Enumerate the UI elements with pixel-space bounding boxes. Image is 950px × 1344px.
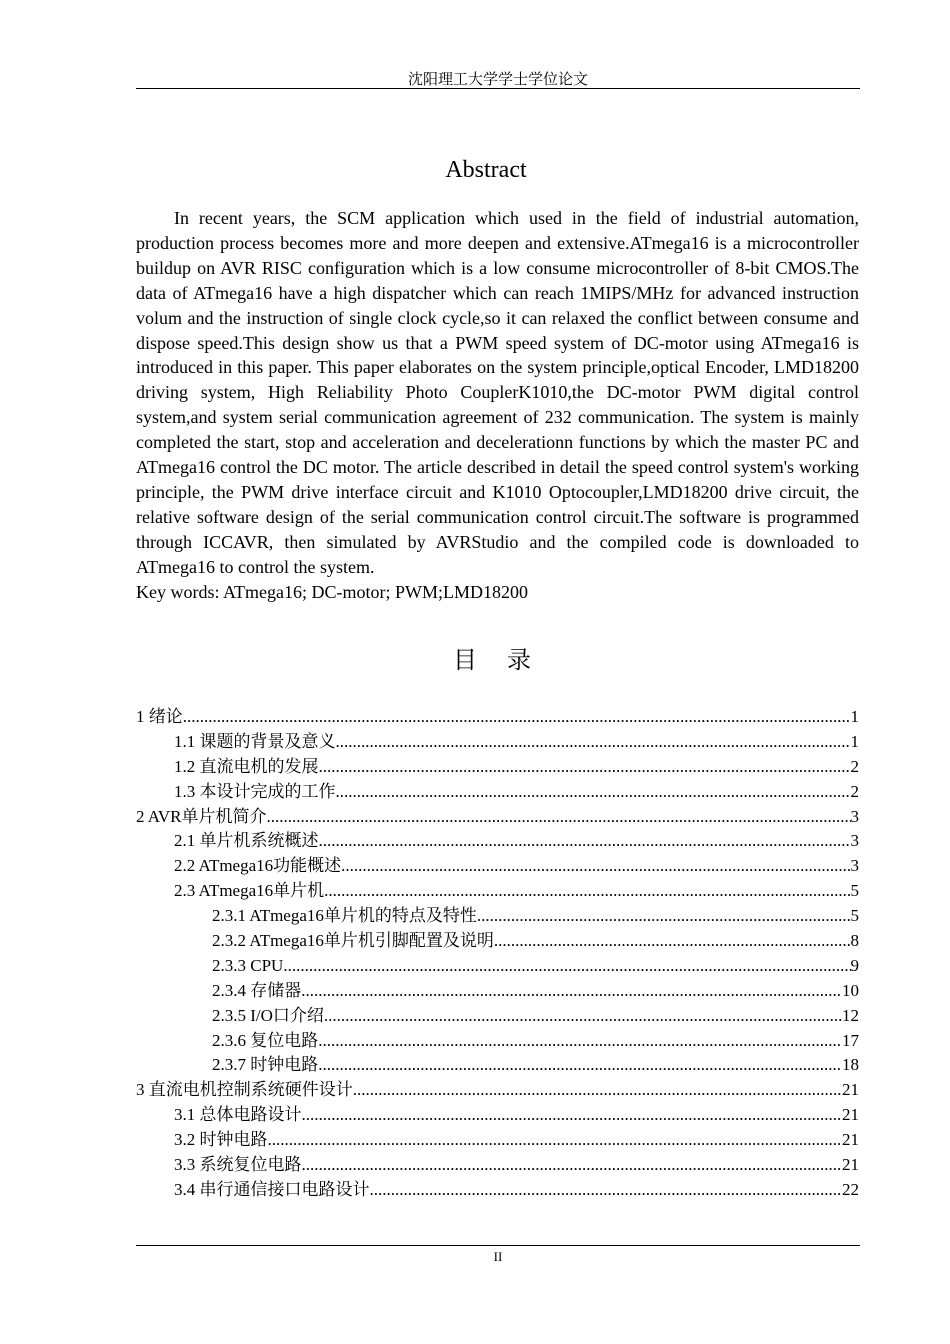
toc-entry-label: 1 绪论: [136, 707, 183, 726]
toc-entry-page: 1: [850, 731, 859, 751]
toc-dot-leader: [336, 780, 851, 805]
toc-dot-leader: [318, 1029, 842, 1054]
toc-dot-leader: [319, 829, 851, 854]
toc-dot-leader: [318, 1053, 842, 1078]
toc-dot-leader: [268, 1128, 843, 1153]
toc-entry[interactable]: [136, 1128, 859, 1153]
toc-entry-page: 12: [842, 1005, 859, 1025]
toc-entry[interactable]: [136, 705, 859, 730]
toc-dot-leader: [341, 854, 850, 879]
toc-entry[interactable]: [136, 829, 859, 854]
toc-entry[interactable]: [136, 904, 859, 929]
toc-dot-leader: [324, 879, 850, 904]
toc-entry-page: 9: [850, 955, 859, 975]
page-number: II: [493, 1249, 503, 1264]
toc-entry[interactable]: [136, 1178, 859, 1203]
toc-dot-leader: [353, 1078, 842, 1103]
toc-entry-label: 2.3.5 I/O口介绍: [212, 1005, 324, 1025]
toc-entry-page: 3: [850, 856, 859, 876]
toc-entry-label: 1.2 直流电机的发展: [174, 756, 319, 776]
toc-entry-page: 5: [850, 906, 859, 926]
toc-entry-label: 2 AVR单片机简介: [136, 806, 267, 826]
toc-entry-label: 3 直流电机控制系统硬件设计: [136, 1080, 353, 1100]
footer-rule: [136, 1245, 860, 1246]
toc-title: 目 录: [453, 648, 543, 674]
toc-entry-page: 22: [842, 1179, 859, 1199]
toc-entry-page: 21: [842, 1155, 859, 1175]
toc-entry-page: 3: [850, 806, 859, 826]
toc-entry[interactable]: [136, 1004, 859, 1029]
toc-entry[interactable]: [136, 954, 859, 979]
header-rule: [136, 88, 860, 89]
toc-entry-label: 2.3.4 存储器: [212, 980, 302, 1000]
toc-dot-leader: [324, 1004, 842, 1029]
keywords: Key words: ATmega16; DC-motor; PWM;LMD18200: [136, 581, 528, 602]
toc-entry-label: 3.3 系统复位电路: [174, 1155, 302, 1175]
abstract-section: [136, 206, 859, 605]
toc-entry-label: 2.3.6 复位电路: [212, 1030, 319, 1050]
toc-entry-page: 2: [850, 756, 859, 776]
toc-entry-label: 3.4 串行通信接口电路设计: [174, 1179, 370, 1199]
table-of-contents: [136, 705, 859, 1203]
toc-dot-leader: [494, 929, 851, 954]
toc-entry-page: 5: [850, 881, 859, 901]
toc-entry-label: 2.3.7 时钟电路: [212, 1055, 319, 1075]
toc-entry-label: 2.3.1 ATmega16单片机的特点及特性: [212, 906, 477, 926]
toc-dot-leader: [336, 730, 851, 755]
toc-entry[interactable]: [136, 1153, 859, 1178]
toc-entry-page: 1: [850, 707, 859, 726]
toc-entry-page: 21: [842, 1130, 859, 1150]
toc-entry[interactable]: [136, 879, 859, 904]
toc-entry[interactable]: [136, 780, 859, 805]
toc-entry[interactable]: [136, 979, 859, 1004]
toc-dot-leader: [477, 904, 851, 929]
toc-entry-page: 8: [850, 931, 859, 951]
toc-entry-label: 2.3.2 ATmega16单片机引脚配置及说明: [212, 931, 494, 951]
toc-entry[interactable]: [136, 805, 859, 830]
toc-entry-page: 3: [850, 831, 859, 851]
toc-entry[interactable]: [136, 854, 859, 879]
toc-entry-label: 2.3 ATmega16单片机: [174, 881, 325, 901]
toc-dot-leader: [283, 954, 850, 979]
toc-dot-leader: [302, 1153, 843, 1178]
toc-entry[interactable]: [136, 929, 859, 954]
toc-entry-page: 21: [842, 1080, 859, 1100]
toc-entry[interactable]: [136, 1103, 859, 1128]
toc-dot-leader: [319, 755, 851, 780]
toc-entry-label: 3.1 总体电路设计: [174, 1105, 302, 1125]
toc-entry-page: 18: [842, 1055, 859, 1075]
toc-dot-leader: [267, 805, 851, 830]
toc-entry[interactable]: [136, 1029, 859, 1054]
toc-entry-page: 21: [842, 1105, 859, 1125]
toc-entry-label: 3.2 时钟电路: [174, 1130, 268, 1150]
abstract-title: Abstract: [445, 157, 527, 183]
toc-dot-leader: [370, 1178, 843, 1203]
toc-entry-page: 10: [842, 980, 859, 1000]
toc-entry-label: 2.1 单片机系统概述: [174, 831, 319, 851]
toc-entry-page: 17: [842, 1030, 859, 1050]
toc-entry-page: 2: [850, 781, 859, 801]
toc-entry-label: 1.3 本设计完成的工作: [174, 781, 336, 801]
toc-entry-label: 1.1 课题的背景及意义: [174, 731, 336, 751]
toc-entry[interactable]: [136, 1053, 859, 1078]
running-header: 沈阳理工大学学士学位论文: [407, 72, 588, 88]
toc-dot-leader: [183, 705, 851, 730]
abstract-body: In recent years, the SCM application which used in the field of industrial automation, production process becomes more and more deepen and extensive.ATmega16 is a microcontroller buildup on AVR RISC configuration which is a low consume microcontroller of 8-bit CMOS.The data of ATmega16 have a high dispatcher which can reach 1MIPS/MHz for advanced instruction volum and the instruction of single clock cycle,so it can relaxed the conflict between consume and dispose speed.This design show us that a PWM speed system of DC-motor using ATmega16 is introduced in this paper. This paper elaborates on the system principle,optical Encoder, LMD18200 driving system, High Reliability Photo CouplerK1010,the DC-motor PWM digital control system,and system serial communication agreement of 232 communication. The system is mainly completed the start, stop and acceleration and decelerationn functions by which the master PC and ATmega16 control the DC motor. The article described in detail the speed control system's working principle, the PWM drive interface circuit and K1010 Optocoupler,LMD18200 drive circuit, the relative software design of the serial communication control circuit.The software is programmed through ICCAVR, then simulated by AVRStudio and the compiled code is downloaded to ATmega16 to control the system.: [136, 208, 859, 577]
toc-dot-leader: [302, 1103, 843, 1128]
toc-entry-label: 2.3.3 CPU: [212, 955, 284, 975]
toc-entry[interactable]: [136, 755, 859, 780]
toc-entry-label: 2.2 ATmega16功能概述: [174, 856, 342, 876]
toc-entry[interactable]: [136, 1078, 859, 1103]
toc-entry[interactable]: [136, 730, 859, 755]
toc-dot-leader: [301, 979, 842, 1004]
